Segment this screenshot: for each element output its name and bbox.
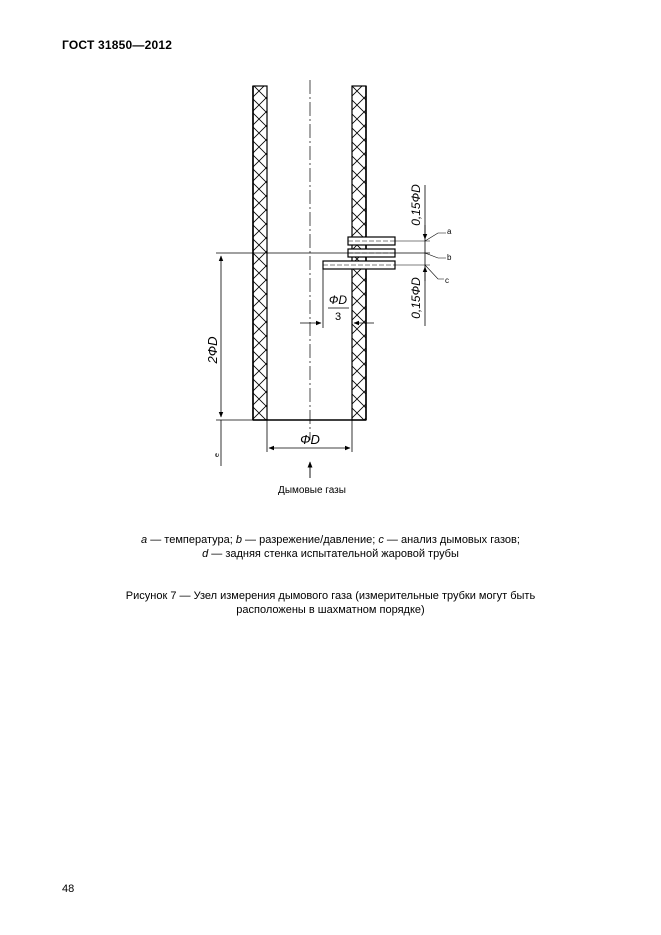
legend-line-2 xyxy=(60,547,601,561)
legend-text-d: — задняя стенка испытательной жаровой трубы xyxy=(208,548,459,560)
label-e: e xyxy=(214,453,221,457)
legend-key-d: d xyxy=(202,548,209,560)
caption-line-2: расположены в шахматном порядке) xyxy=(236,604,425,616)
dim-upper-015phid: 0,15ФD xyxy=(409,184,423,226)
legend-key-a: a xyxy=(141,534,148,546)
legend-key-c: c xyxy=(378,534,384,546)
dim-phid-over3-numerator: ФD xyxy=(328,293,348,307)
label-c: c xyxy=(445,276,449,285)
document-header: ГОСТ 31850—2012 xyxy=(62,38,173,52)
dim-phid-over3-denominator: 3 xyxy=(334,311,342,323)
dim-lower-015phid: 0,15ФD xyxy=(409,277,423,319)
caption-line-1: Рисунок 7 — Узел измерения дымового газа (измерительные трубки могут быть xyxy=(125,590,536,602)
legend-line-1 xyxy=(60,533,601,547)
legend-key-b: b xyxy=(235,534,242,546)
label-a: a xyxy=(447,227,452,236)
legend-text-a: — температура; xyxy=(147,534,236,546)
figure-caption xyxy=(60,589,601,617)
label-b: b xyxy=(447,253,452,262)
figure-legend xyxy=(60,533,601,561)
dim-2phid: 2ФD xyxy=(205,336,220,364)
dim-phid-bottom: ФD xyxy=(300,432,320,447)
page-number: 48 xyxy=(62,883,75,895)
flue-gas-label: Дымовые газы xyxy=(278,485,346,496)
legend-text-b: — разрежение/давление; xyxy=(241,534,379,546)
legend-text-c: — анализ дымовых газов; xyxy=(383,534,520,546)
